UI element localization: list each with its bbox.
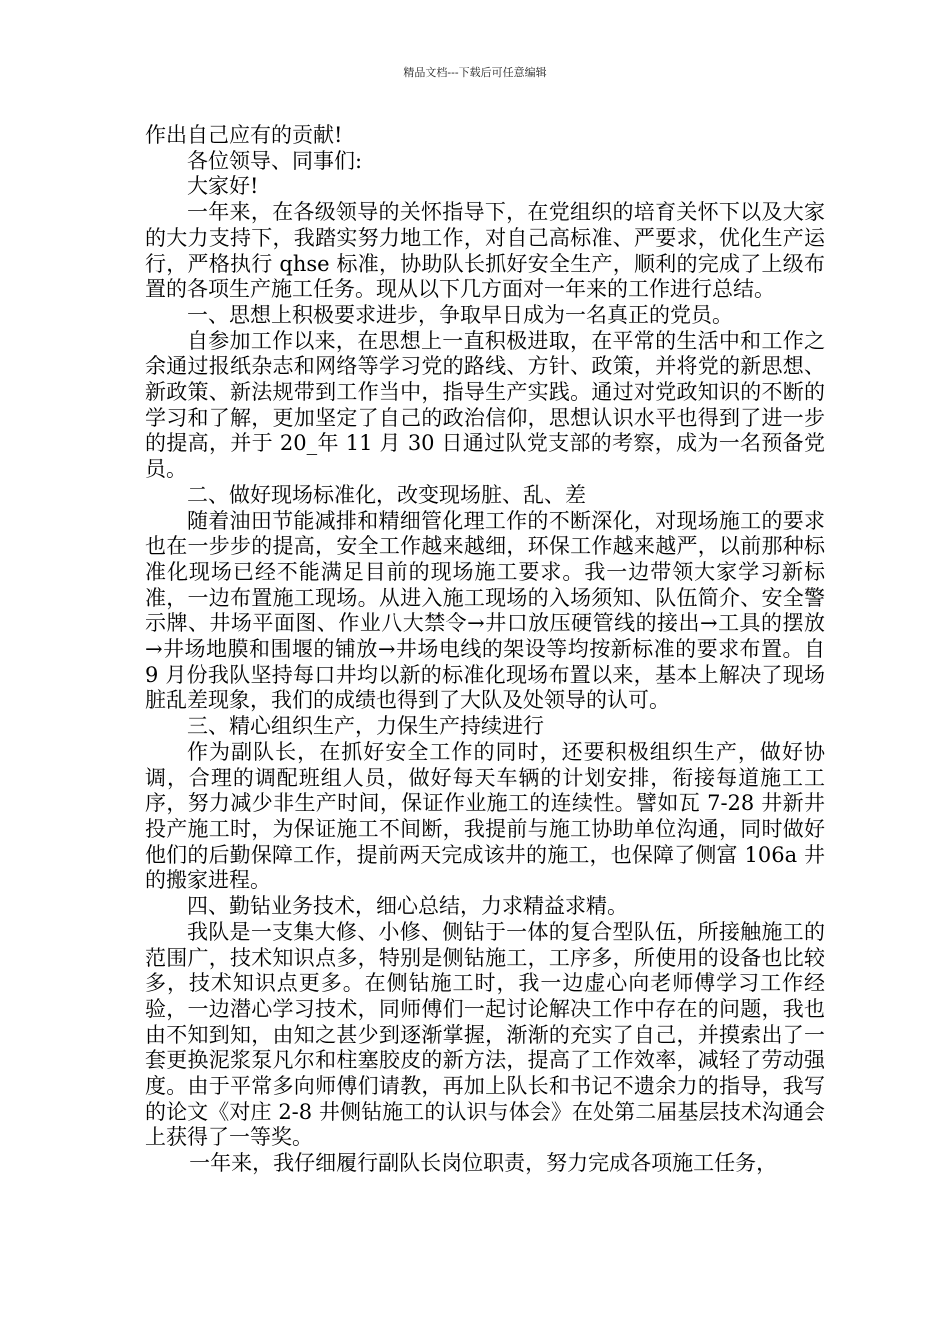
paragraph-section-4: 我队是一支集大修、小修、侧钻于一体的复合型队伍，所接触施工的范围广，技术知识点多，特别是侧钻施工，工序多，所使用的设备也比较多，技术知识点更多。在侧钻施工时，我一边虚心向老师傅学习工作经验，一边潜心学习技术，同师傅们一起讨论解决工作中存在的问题，我也由不知到知，由知之甚少到逐渐掌握，渐渐的充实了自己，并摸索出了一套更换泥浆泵凡尔和柱塞胶皮的新方法，提高了工作效率，减轻了劳动强度。由于平常多向师傅们请教，再加上队长和书记不遗余力的指导，我写的论文《对庄 2-8 井侧钻施工的认识与体会》在处第二届基层技术沟通会上获得了一等奖。 <box>145 919 825 1150</box>
section-heading-2: 二、做好现场标准化，改变现场脏、乱、差 <box>187 482 586 507</box>
paragraph-greeting: 大家好! <box>187 174 259 199</box>
paragraph-salutation: 各位领导、同事们: <box>187 148 363 173</box>
section-heading-1: 一、思想上积极要求进步，争取早日成为一名真正的党员。 <box>187 302 733 327</box>
paragraph-section-3: 作为副队长，在抓好安全工作的同时，还要积极组织生产，做好协调，合理的调配班组人员，做好每天车辆的计划安排，衔接每道施工工序，努力减少非生产时间，保证作业施工的连续性。譬如瓦 7-28 井新井投产施工时，为保证施工不间断，我提前与施工协助单位沟通，同时做好他们的后勤保障工作，提前两天完成该井的施工，也保障了侧富 106a 井的搬家进程。 <box>145 739 825 893</box>
page-header: 精品文档---下载后可任意编辑 <box>403 66 547 79</box>
paragraph-intro: 一年来，在各级领导的关怀指导下，在党组织的培育关怀下以及大家的大力支持下，我踏实努力地工作，对自己高标准、严要求，优化生产运行，严格执行 qhse 标准，协助队长抓好安全生产，顺利的完成了上级布置的各项生产施工任务。现从以下几方面对一年来的工作进行总结。 <box>145 200 825 302</box>
paragraph-conclusion: 一年来，我仔细履行副队长岗位职责，努力完成各项施工任务， <box>189 1151 778 1176</box>
document-body <box>145 123 825 1177</box>
paragraph-section-2: 随着油田节能减排和精细管化理工作的不断深化，对现场施工的要求也在一步步的提高，安全工作越来越细，环保工作越来越严，以前那种标准化现场已经不能满足目前的现场施工要求。我一边带领大家学习新标准，一边布置施工现场。从进入施工现场的入场须知、队伍简介、安全警示牌、井场平面图、作业八大禁令→井口放压硬管线的接出→工具的摆放→井场地膜和围堰的铺放→井场电线的架设等均按新标准的要求布置。自 9 月份我队坚持每口井均以新的标准化现场布置以来，基本上解决了现场脏乱差现象，我们的成绩也得到了大队及处领导的认可。 <box>145 508 825 713</box>
paragraph-closing-line: 作出自己应有的贡献! <box>145 123 343 147</box>
paragraph-section-1: 自参加工作以来，在思想上一直积极进取，在平常的生活中和工作之余通过报纸杂志和网络等学习党的路线、方针、政策，并将党的新思想、新政策、新法规带到工作当中，指导生产实践。通过对党政知识的不断的学习和了解，更加坚定了自己的政治信仰，思想认识水平也得到了进一步的提高，并于 20_年 11 月 30 日通过队党支部的考察，成为一名预备党员。 <box>145 328 825 482</box>
section-heading-4: 四、勤钻业务技术，细心总结，力求精益求精。 <box>187 894 628 919</box>
section-heading-3: 三、精心组织生产，力保生产持续进行 <box>187 714 544 739</box>
